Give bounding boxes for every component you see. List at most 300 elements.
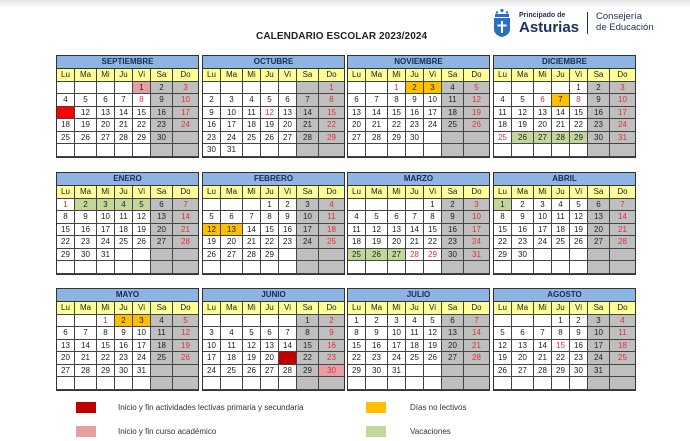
- empty-cell: [133, 377, 151, 390]
- day-cell: 22: [424, 236, 442, 249]
- empty-cell: [75, 82, 97, 95]
- weekday-header: Mi: [97, 186, 115, 199]
- day-cell: 27: [151, 236, 173, 249]
- day-cell: 27: [57, 365, 75, 378]
- legend-vacaciones: Vacaciones: [410, 427, 451, 436]
- day-cell: 17: [133, 340, 151, 353]
- day-cell: 11: [494, 107, 512, 120]
- day-cell: 19: [243, 352, 261, 365]
- day-cell: 7: [115, 94, 133, 107]
- weekday-header: Ma: [366, 186, 388, 199]
- day-cell: 18: [494, 119, 512, 132]
- day-cell: 20: [348, 119, 366, 132]
- day-cell: 15: [133, 107, 151, 120]
- empty-cell: [464, 261, 489, 274]
- empty-cell: [424, 365, 442, 378]
- day-cell: 6: [221, 211, 243, 224]
- weekday-header: Sa: [151, 186, 173, 199]
- day-cell: 22: [494, 236, 512, 249]
- day-cell: 11: [221, 340, 243, 353]
- day-cell: 5: [173, 315, 198, 328]
- weekday-header: Do: [319, 302, 344, 315]
- day-cell: 15: [97, 340, 115, 353]
- empty-cell: [366, 82, 388, 95]
- day-cell: 19: [494, 352, 512, 365]
- consejeria-label: Consejería: [596, 11, 642, 23]
- day-cell: 28: [279, 365, 297, 378]
- weekday-header: Ju: [115, 69, 133, 82]
- weekday-header: Vi: [133, 186, 151, 199]
- day-cell: 28: [297, 132, 319, 145]
- weekday-header: Lu: [57, 302, 75, 315]
- day-cell: 13: [261, 340, 279, 353]
- day-cell: 3: [610, 82, 635, 95]
- empty-cell: [133, 261, 151, 274]
- month-grid: [348, 69, 489, 157]
- day-cell: 24: [297, 236, 319, 249]
- day-cell: 22: [133, 119, 151, 132]
- empty-cell: [151, 377, 173, 390]
- day-cell: 15: [319, 107, 344, 120]
- day-cell: 28: [173, 236, 198, 249]
- weekday-header: Vi: [424, 186, 442, 199]
- day-cell: 12: [203, 224, 221, 237]
- day-cell: 5: [570, 199, 588, 212]
- empty-cell: [588, 144, 610, 157]
- day-cell: 28: [406, 249, 424, 262]
- day-cell: 2: [442, 199, 464, 212]
- day-cell: 4: [610, 315, 635, 328]
- day-cell: 29: [348, 365, 366, 378]
- empty-cell: [243, 315, 261, 328]
- day-cell: 22: [57, 236, 75, 249]
- empty-cell: [512, 377, 534, 390]
- weekday-header: Ju: [552, 302, 570, 315]
- day-cell: 6: [279, 94, 297, 107]
- empty-cell: [494, 377, 512, 390]
- empty-cell: [552, 377, 570, 390]
- asturias-label: Asturias: [519, 18, 580, 36]
- day-cell: 4: [552, 199, 570, 212]
- weekday-header: Ju: [406, 186, 424, 199]
- day-cell: 9: [151, 94, 173, 107]
- month-grid: [57, 186, 198, 274]
- weekday-header: Sa: [442, 302, 464, 315]
- day-cell: 7: [366, 94, 388, 107]
- weekday-header: Ma: [366, 69, 388, 82]
- day-cell: 4: [319, 199, 344, 212]
- day-cell: 28: [115, 132, 133, 145]
- weekday-header: Vi: [279, 69, 297, 82]
- day-cell: 7: [297, 94, 319, 107]
- day-cell: 18: [442, 107, 464, 120]
- day-cell: 27: [97, 132, 115, 145]
- empty-cell: [297, 261, 319, 274]
- day-cell: 13: [97, 107, 115, 120]
- day-cell: 12: [512, 107, 534, 120]
- day-cell: 29: [494, 249, 512, 262]
- day-cell: 21: [610, 224, 635, 237]
- day-cell: 27: [588, 236, 610, 249]
- empty-cell: [221, 315, 243, 328]
- empty-cell: [534, 377, 552, 390]
- empty-cell: [406, 377, 424, 390]
- day-cell: 12: [464, 94, 489, 107]
- day-cell: 10: [173, 94, 198, 107]
- month-septiembre: [56, 55, 199, 158]
- month-grid: [57, 69, 198, 157]
- empty-cell: [203, 377, 221, 390]
- empty-cell: [57, 315, 75, 328]
- weekday-header: Sa: [297, 69, 319, 82]
- day-cell: 18: [57, 119, 75, 132]
- weekday-header: Vi: [279, 186, 297, 199]
- day-cell: 11: [115, 211, 133, 224]
- weekday-header: Mi: [243, 302, 261, 315]
- day-cell: 9: [115, 327, 133, 340]
- day-cell: 14: [173, 211, 198, 224]
- empty-cell: [279, 144, 297, 157]
- day-cell: 27: [348, 132, 366, 145]
- weekday-header: Mi: [534, 186, 552, 199]
- month-title: MARZO: [348, 173, 489, 186]
- day-cell: 5: [366, 211, 388, 224]
- empty-cell: [115, 261, 133, 274]
- day-cell: 1: [570, 82, 588, 95]
- day-cell: 26: [366, 249, 388, 262]
- empty-cell: [534, 249, 552, 262]
- weekday-header: Do: [319, 69, 344, 82]
- empty-cell: [534, 144, 552, 157]
- day-cell: 12: [75, 107, 97, 120]
- weekday-header: Mi: [97, 69, 115, 82]
- day-cell: 6: [534, 94, 552, 107]
- empty-cell: [97, 261, 115, 274]
- day-cell: 9: [588, 94, 610, 107]
- day-cell: 14: [406, 224, 424, 237]
- month-title: ABRIL: [494, 173, 635, 186]
- logo-divider: [587, 12, 588, 34]
- empty-cell: [348, 144, 366, 157]
- weekday-header: Lu: [348, 302, 366, 315]
- empty-cell: [534, 315, 552, 328]
- empty-cell: [115, 144, 133, 157]
- day-cell: 26: [512, 132, 534, 145]
- weekday-header: Sa: [151, 69, 173, 82]
- day-cell: 3: [221, 94, 243, 107]
- empty-cell: [203, 315, 221, 328]
- empty-cell: [442, 261, 464, 274]
- day-cell: 21: [173, 224, 198, 237]
- month-title: DICIEMBRE: [494, 56, 635, 69]
- day-cell: 7: [552, 94, 570, 107]
- day-cell: 15: [57, 224, 75, 237]
- day-cell: 7: [610, 199, 635, 212]
- day-cell: 15: [424, 224, 442, 237]
- weekday-header: Sa: [442, 186, 464, 199]
- empty-cell: [203, 261, 221, 274]
- day-cell: 31: [221, 144, 243, 157]
- day-cell: 22: [261, 236, 279, 249]
- day-cell: 1: [133, 82, 151, 95]
- empty-cell: [588, 249, 610, 262]
- month-noviembre: [347, 55, 490, 158]
- empty-cell: [464, 132, 489, 145]
- month-enero: [56, 172, 199, 275]
- day-cell: 5: [424, 315, 442, 328]
- empty-cell: [512, 261, 534, 274]
- empty-cell: [512, 82, 534, 95]
- empty-cell: [261, 82, 279, 95]
- day-cell: 6: [442, 315, 464, 328]
- day-cell: 29: [388, 132, 406, 145]
- legend-swatch-lectivas: [76, 402, 96, 413]
- weekday-header: Lu: [203, 186, 221, 199]
- day-cell: 26: [464, 119, 489, 132]
- empty-cell: [552, 249, 570, 262]
- day-cell: 27: [279, 132, 297, 145]
- day-cell: 20: [279, 119, 297, 132]
- day-cell: 5: [512, 94, 534, 107]
- day-cell: 25: [243, 132, 261, 145]
- day-cell: 2: [588, 82, 610, 95]
- day-cell: 2: [203, 94, 221, 107]
- empty-cell: [442, 365, 464, 378]
- empty-cell: [570, 249, 588, 262]
- day-cell: 23: [115, 352, 133, 365]
- empty-cell: [388, 261, 406, 274]
- day-cell: 12: [133, 211, 151, 224]
- day-cell: 17: [424, 107, 442, 120]
- weekday-header: Sa: [297, 302, 319, 315]
- empty-cell: [570, 261, 588, 274]
- weekday-header: Vi: [570, 186, 588, 199]
- day-cell: 12: [261, 107, 279, 120]
- day-cell: 30: [115, 365, 133, 378]
- day-cell: 23: [279, 236, 297, 249]
- empty-cell: [57, 144, 75, 157]
- month-title: AGOSTO: [494, 289, 635, 302]
- day-cell: 20: [221, 236, 243, 249]
- empty-cell: [75, 315, 97, 328]
- month-title: MAYO: [57, 289, 198, 302]
- day-cell: 25: [57, 132, 75, 145]
- weekday-header: Lu: [494, 186, 512, 199]
- day-cell: 10: [203, 340, 221, 353]
- weekday-header: Lu: [203, 69, 221, 82]
- empty-cell: [261, 261, 279, 274]
- day-cell: 17: [203, 352, 221, 365]
- day-cell: 14: [115, 107, 133, 120]
- day-cell: 26: [133, 236, 151, 249]
- day-cell: 16: [366, 340, 388, 353]
- day-cell: 29: [133, 132, 151, 145]
- empty-cell: [115, 249, 133, 262]
- day-cell: 26: [570, 236, 588, 249]
- day-cell: 5: [203, 211, 221, 224]
- weekday-header: Ma: [512, 302, 534, 315]
- day-cell: 13: [279, 107, 297, 120]
- day-cell: 9: [406, 94, 424, 107]
- empty-cell: [97, 377, 115, 390]
- day-cell: 1: [57, 199, 75, 212]
- empty-cell: [610, 144, 635, 157]
- day-cell: 20: [261, 352, 279, 365]
- empty-cell: [319, 144, 344, 157]
- day-cell: 31: [588, 365, 610, 378]
- empty-cell: [464, 377, 489, 390]
- asturias-logo: [491, 7, 654, 39]
- day-cell: 22: [97, 352, 115, 365]
- day-cell: 26: [424, 352, 442, 365]
- empty-cell: [151, 144, 173, 157]
- day-cell: 28: [610, 236, 635, 249]
- empty-cell: [494, 144, 512, 157]
- day-cell: 13: [588, 211, 610, 224]
- day-cell: 13: [151, 211, 173, 224]
- weekday-header: Sa: [297, 186, 319, 199]
- empty-cell: [221, 199, 243, 212]
- empty-cell: [151, 261, 173, 274]
- legend-swatch-no-lectivos: [366, 402, 386, 413]
- day-cell: 27: [512, 365, 534, 378]
- day-cell: 26: [173, 352, 198, 365]
- day-cell: 11: [442, 94, 464, 107]
- empty-cell: [243, 377, 261, 390]
- weekday-header: Ju: [552, 186, 570, 199]
- legend-lectivas: Inicio y fin actividades lectivas primaria y secundaria: [118, 403, 304, 412]
- weekday-header: Ma: [221, 302, 243, 315]
- empty-cell: [261, 144, 279, 157]
- weekday-header: Vi: [279, 302, 297, 315]
- day-cell: 12: [243, 340, 261, 353]
- month-grid: [494, 302, 635, 390]
- empty-cell: [424, 144, 442, 157]
- weekday-header: Sa: [151, 302, 173, 315]
- day-cell: 17: [221, 119, 243, 132]
- day-cell: 18: [115, 224, 133, 237]
- day-cell: 25: [552, 236, 570, 249]
- weekday-header: Ma: [366, 302, 388, 315]
- empty-cell: [221, 377, 243, 390]
- empty-cell: [348, 261, 366, 274]
- day-cell: 2: [115, 315, 133, 328]
- day-cell: 14: [366, 107, 388, 120]
- day-cell: 24: [464, 236, 489, 249]
- day-cell: 13: [512, 340, 534, 353]
- weekday-header: Vi: [133, 302, 151, 315]
- day-cell: 19: [173, 340, 198, 353]
- day-cell: 23: [203, 132, 221, 145]
- empty-cell: [173, 132, 198, 145]
- day-cell: 6: [388, 211, 406, 224]
- month-title: FEBRERO: [203, 173, 344, 186]
- day-cell: 13: [534, 107, 552, 120]
- weekday-header: Ju: [406, 69, 424, 82]
- day-cell: 17: [610, 107, 635, 120]
- empty-cell: [406, 199, 424, 212]
- day-cell: 8: [319, 94, 344, 107]
- day-cell: 28: [534, 365, 552, 378]
- empty-cell: [75, 144, 97, 157]
- day-cell: 26: [494, 365, 512, 378]
- day-cell: 23: [151, 119, 173, 132]
- day-cell: 26: [203, 249, 221, 262]
- day-cell: 23: [570, 352, 588, 365]
- empty-cell: [261, 377, 279, 390]
- day-cell: 14: [534, 340, 552, 353]
- day-cell: 19: [366, 236, 388, 249]
- day-cell: 11: [552, 211, 570, 224]
- day-cell: 16: [406, 107, 424, 120]
- day-cell: 4: [221, 327, 243, 340]
- empty-cell: [57, 261, 75, 274]
- empty-cell: [366, 199, 388, 212]
- day-cell: 30: [570, 365, 588, 378]
- weekday-header: Ju: [115, 186, 133, 199]
- empty-cell: [464, 144, 489, 157]
- empty-cell: [115, 377, 133, 390]
- day-cell: 5: [243, 327, 261, 340]
- day-cell: 1: [552, 315, 570, 328]
- empty-cell: [319, 249, 344, 262]
- day-cell: 19: [75, 119, 97, 132]
- empty-cell: [297, 249, 319, 262]
- empty-cell: [57, 82, 75, 95]
- day-cell: 30: [151, 132, 173, 145]
- month-grid: [494, 186, 635, 274]
- day-cell: 2: [406, 82, 424, 95]
- empty-cell: [319, 377, 344, 390]
- day-cell: 15: [388, 107, 406, 120]
- day-cell: 17: [297, 224, 319, 237]
- month-agosto: [493, 288, 636, 391]
- day-cell: 6: [588, 199, 610, 212]
- day-cell: 22: [348, 352, 366, 365]
- day-cell: 11: [406, 327, 424, 340]
- day-cell: 23: [512, 236, 534, 249]
- weekday-header: Ma: [512, 69, 534, 82]
- day-cell: 16: [588, 107, 610, 120]
- day-cell: 8: [133, 94, 151, 107]
- day-cell: 8: [552, 327, 570, 340]
- month-title: OCTUBRE: [203, 56, 344, 69]
- empty-cell: [610, 365, 635, 378]
- day-cell: 30: [75, 249, 97, 262]
- weekday-header: Mi: [388, 69, 406, 82]
- weekday-header: Mi: [243, 186, 261, 199]
- day-cell: 10: [610, 94, 635, 107]
- month-title: ENERO: [57, 173, 198, 186]
- day-cell: 26: [243, 365, 261, 378]
- day-cell: 24: [97, 236, 115, 249]
- empty-cell: [442, 132, 464, 145]
- day-cell: 10: [133, 327, 151, 340]
- legend-no-lectivos: Días no lectivos: [410, 403, 467, 412]
- day-cell: 22: [319, 119, 344, 132]
- empty-cell: [406, 365, 424, 378]
- day-cell: 3: [297, 199, 319, 212]
- empty-cell: [221, 261, 243, 274]
- empty-cell: [243, 144, 261, 157]
- day-cell: 4: [406, 315, 424, 328]
- empty-cell: [243, 261, 261, 274]
- day-cell: 14: [297, 107, 319, 120]
- day-cell: 6: [97, 94, 115, 107]
- day-cell: 29: [297, 365, 319, 378]
- day-cell: 16: [442, 224, 464, 237]
- day-cell: 23: [588, 119, 610, 132]
